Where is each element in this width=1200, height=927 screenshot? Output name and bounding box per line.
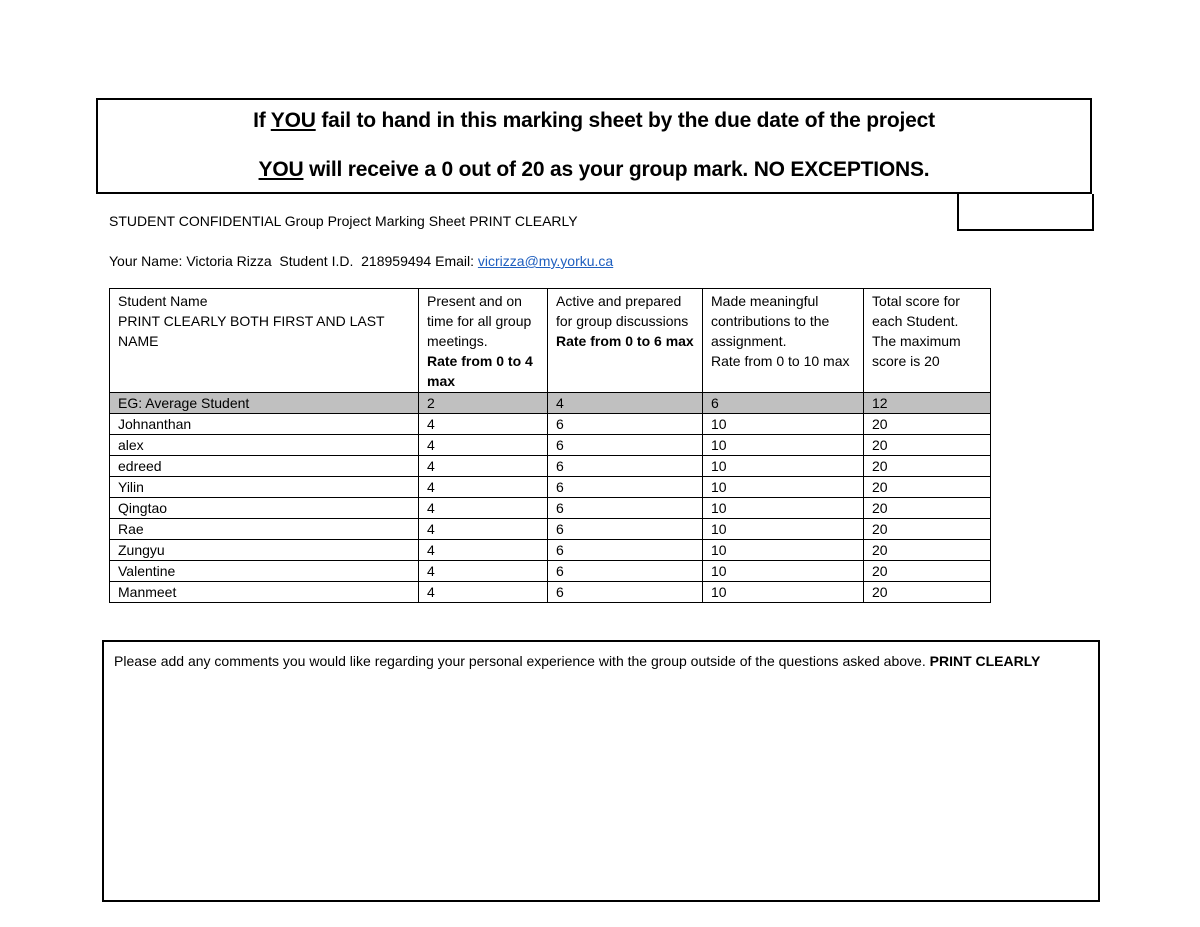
table-cell: 20 [864, 582, 991, 603]
table-cell: 4 [419, 498, 548, 519]
table-cell: Rae [110, 519, 419, 540]
table-cell: edreed [110, 456, 419, 477]
warning-line-1 [98, 109, 1090, 133]
table-cell: Yilin [110, 477, 419, 498]
email-link[interactable]: vicrizza@my.yorku.ca [477, 253, 614, 269]
table-cell: 2 [419, 393, 548, 414]
table-cell: Johnanthan [110, 414, 419, 435]
header-text: Total score for each Student. The maximum score is 20 [872, 293, 961, 369]
table-cell: 10 [703, 456, 864, 477]
warning-line-2-emphasis: YOU [258, 158, 304, 181]
comments-box[interactable] [102, 640, 1100, 902]
table-cell: 6 [548, 519, 703, 540]
table-cell: 20 [864, 435, 991, 456]
student-id-label: Student I.D. [279, 253, 354, 269]
table-cell: 10 [703, 477, 864, 498]
student-info-line [109, 252, 613, 270]
table-row [110, 519, 991, 540]
table-cell: 4 [419, 519, 548, 540]
table-cell: 20 [864, 477, 991, 498]
table-cell: 4 [419, 561, 548, 582]
table-cell: 10 [703, 582, 864, 603]
header-text: Present and on time for all group meetings. [427, 293, 532, 349]
example-row [110, 393, 991, 414]
email-label: Email: [435, 253, 475, 269]
name-label: Your Name: [109, 253, 183, 269]
comments-prompt-bold: PRINT CLEARLY [929, 653, 1041, 669]
table-cell: Qingtao [110, 498, 419, 519]
header-present [419, 289, 548, 393]
table-cell: EG: Average Student [110, 393, 419, 414]
header-rate-text: Rate from 0 to 6 max [556, 333, 694, 349]
table-cell: 4 [419, 435, 548, 456]
table-cell: Valentine [110, 561, 419, 582]
table-cell: 4 [419, 540, 548, 561]
table-header-row [110, 289, 991, 393]
table-cell: 6 [548, 414, 703, 435]
table-cell: 6 [548, 435, 703, 456]
table-cell: 4 [419, 456, 548, 477]
student-id-value: 218959494 [361, 253, 432, 269]
table-cell: 20 [864, 540, 991, 561]
table-cell: 10 [703, 519, 864, 540]
comments-prompt: Please add any comments you would like regarding your personal experience with the group outside of the questions asked above. [114, 653, 926, 669]
header-text: Rate from 0 to 10 max [711, 353, 850, 369]
student-name-value: Victoria Rizza [186, 253, 272, 269]
table-cell: 6 [548, 498, 703, 519]
table-row [110, 540, 991, 561]
header-student-name [110, 289, 419, 393]
table-cell: 20 [864, 498, 991, 519]
table-cell: 4 [419, 582, 548, 603]
mark-entry-box [957, 194, 1094, 231]
table-cell: 10 [703, 414, 864, 435]
table-cell: Zungyu [110, 540, 419, 561]
table-cell: 10 [703, 561, 864, 582]
table-cell: 20 [864, 561, 991, 582]
table-cell: 20 [864, 414, 991, 435]
header-text: PRINT CLEARLY BOTH FIRST AND LAST NAME [118, 313, 385, 349]
table-cell: 6 [703, 393, 864, 414]
table-cell: 20 [864, 519, 991, 540]
warning-box [96, 98, 1092, 194]
table-row [110, 435, 991, 456]
sheet-title: STUDENT CONFIDENTIAL Group Project Marking Sheet PRINT CLEARLY [109, 213, 578, 229]
header-active [548, 289, 703, 393]
table-cell: alex [110, 435, 419, 456]
table-cell: 20 [864, 456, 991, 477]
table-row [110, 561, 991, 582]
table-cell: Manmeet [110, 582, 419, 603]
header-total [864, 289, 991, 393]
table-row [110, 477, 991, 498]
header-text: Active and prepared for group discussions [556, 293, 689, 329]
table-cell: 6 [548, 582, 703, 603]
table-cell: 10 [703, 435, 864, 456]
warning-line-1-prefix: If [253, 109, 271, 132]
table-row [110, 582, 991, 603]
table-cell: 4 [548, 393, 703, 414]
table-cell: 6 [548, 561, 703, 582]
table-cell: 4 [419, 477, 548, 498]
table-cell: 12 [864, 393, 991, 414]
warning-line-2 [98, 158, 1090, 182]
table-cell: 6 [548, 456, 703, 477]
marking-table [109, 288, 991, 603]
warning-line-2-text: will receive a 0 out of 20 as your group mark. NO EXCEPTIONS. [303, 158, 930, 181]
table-cell: 10 [703, 540, 864, 561]
table-cell: 4 [419, 414, 548, 435]
table-cell: 10 [703, 498, 864, 519]
header-text: Made meaningful contributions to the assignment. [711, 293, 830, 349]
header-text: Student Name [118, 293, 208, 309]
warning-line-1-text: fail to hand in this marking sheet by the due date of the project [315, 109, 935, 132]
table-row [110, 456, 991, 477]
table-body [110, 393, 991, 603]
table-row [110, 498, 991, 519]
header-rate-text: Rate from 0 to 4 max [427, 353, 533, 389]
table-cell: 6 [548, 477, 703, 498]
warning-line-1-emphasis: YOU [270, 109, 316, 132]
table-row [110, 414, 991, 435]
header-contributions [703, 289, 864, 393]
table-cell: 6 [548, 540, 703, 561]
